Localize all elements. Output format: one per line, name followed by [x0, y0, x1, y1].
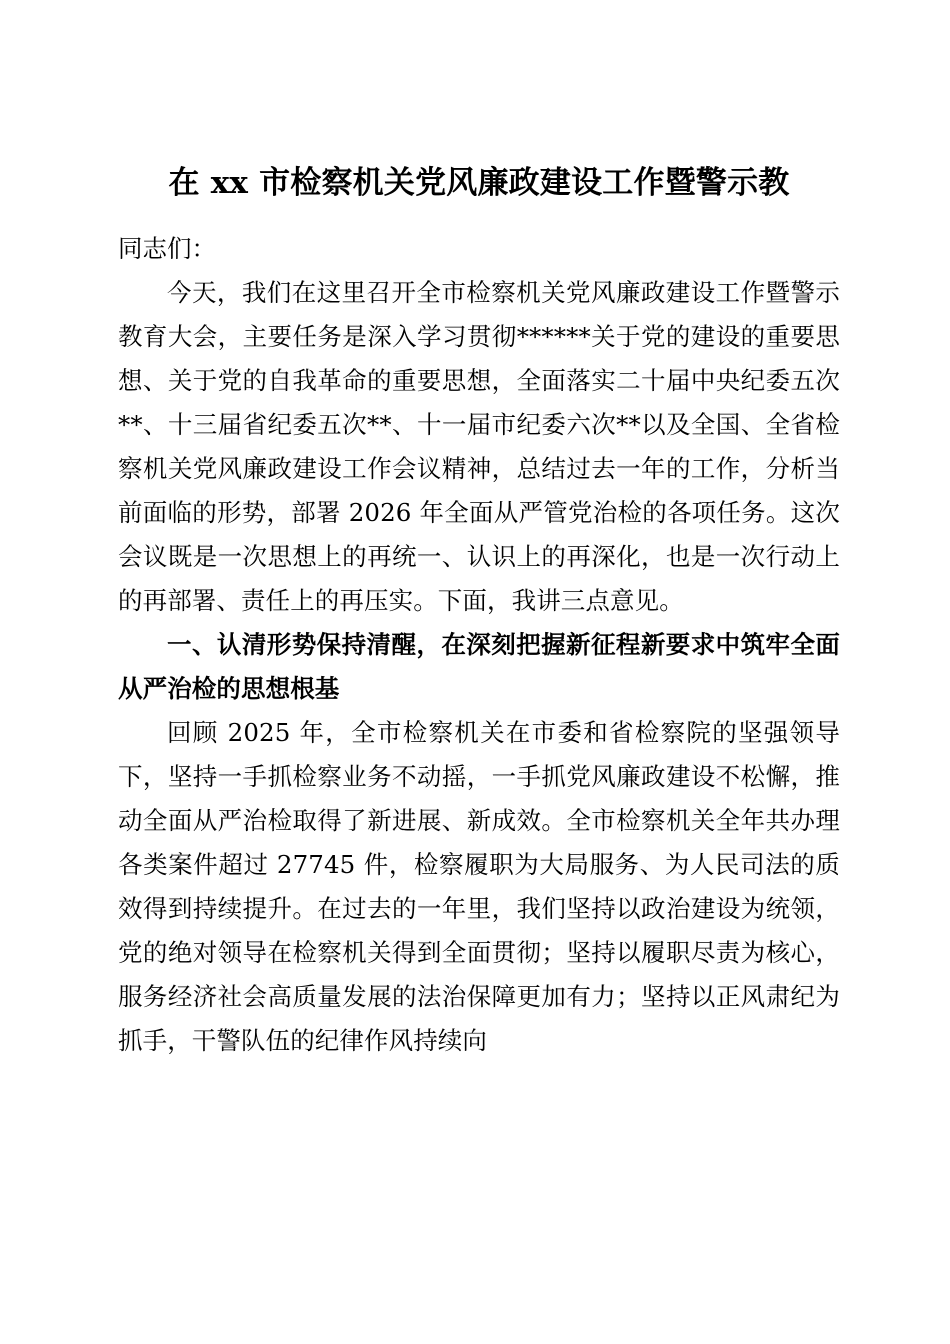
document-title: [118, 160, 840, 207]
salutation: 同志们：: [118, 234, 216, 263]
document-title-line-1: 在 xx 市检察机关党风廉政建设工作暨警示教: [168, 165, 790, 201]
paragraph-opening: 今天，我们在这里召开全市检察机关党风廉政建设工作暨警示教育大会，主要任务是深入学习贯彻******关于党的建设的重要思想、关于党的自我革命的重要思想，全面落实二十届中央纪委五次**、十三届省纪委五次**、十一届市纪委六次**以及全国、全省检察机关党风廉政建设工作会议精神，总结过去一年的工作，分析当前面临的形势，部署 2026 年全面从严管党治检的各项任务。这次会议既是一次思想上的再统一、认识上的再深化，也是一次行动上的再部署、责任上的再压实。下面，我讲三点意见。: [118, 278, 840, 615]
document-content: [118, 160, 840, 1063]
section-heading-one: 一、认清形势保持清醒，在深刻把握新征程新要求中筑牢全面从严治检的思想根基: [118, 630, 840, 703]
paragraph-section-one-body: 回顾 2025 年，全市检察机关在市委和省检察院的坚强领导下，坚持一手抓检察业务不动摇，一手抓党风廉政建设不松懈，推动全面从严治检取得了新进展、新成效。全市检察机关全年共办理各类案件超过 27745 件，检察履职为大局服务、为人民司法的质效得到持续提升。在过去的一年里，我们坚持以政治建设为统领，党的绝对领导在检察机关得到全面贯彻；坚持以履职尽责为核心，服务经济社会高质量发展的法治保障更加有力；坚持以正风肃纪为抓手，干警队伍的纪律作风持续向: [118, 718, 840, 1055]
